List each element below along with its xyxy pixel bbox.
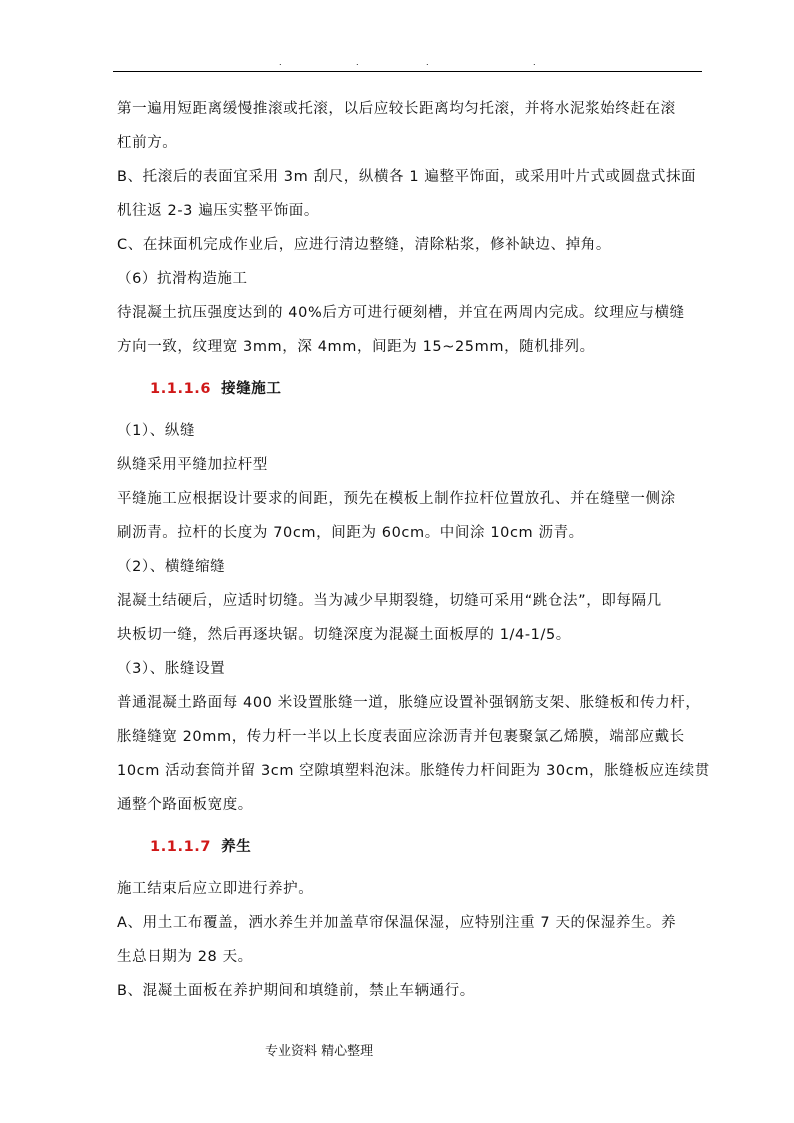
paragraph-line: 普通混凝土路面每 400 米设置胀缝一道，胀缝应设置补强钢筋支架、胀缝板和传力杆，: [117, 695, 701, 711]
paragraph-line: 纵缝采用平缝加拉杆型: [117, 457, 268, 473]
paragraph-line: 机往返 2-3 遍压实整平饰面。: [117, 203, 319, 219]
paragraph-line: A、用土工布覆盖，洒水养生并加盖草帘保温保湿，应特别注重 7 天的保湿养生。养: [117, 915, 677, 931]
paragraph-line: 10cm 活动套筒并留 3cm 空隙填塑料泡沫。胀缝传力杆间距为 30cm，胀缝板应连续贯: [117, 763, 710, 779]
paragraph-line: 生总日期为 28 天。: [117, 949, 253, 965]
header-rule: [113, 71, 702, 72]
subsection-title: （6）抗滑构造施工: [117, 271, 248, 287]
page-footer: 专业资料 精心整理: [265, 1044, 374, 1059]
page-body: [117, 92, 710, 1008]
paragraph-line: 待混凝土抗压强度达到的 40%后方可进行硬刻槽，并宜在两周内完成。纹理应与横缝: [117, 305, 685, 321]
paragraph-line: 通整个路面板宽度。: [117, 797, 253, 813]
paragraph-line: 方向一致，纹理宽 3mm，深 4mm，间距为 15~25mm，随机排列。: [117, 339, 595, 355]
section-title: 接缝施工: [221, 381, 282, 397]
section-heading: [117, 364, 707, 414]
subsection-title: （2）、横缝缩缝: [117, 559, 226, 575]
header-dot: .: [356, 58, 359, 67]
section-number: 1.1.1.7: [150, 839, 212, 855]
paragraph-line: 混凝土结硬后，应适时切缝。当为减少早期裂缝，切缝可采用“跳仓法”，即每隔几: [117, 593, 662, 609]
paragraph-line: C、在抹面机完成作业后，应进行清边整缝，清除粘浆，修补缺边、掉角。: [117, 237, 611, 253]
section-heading: [117, 822, 707, 872]
paragraph-line: 第一遍用短距离缓慢推滚或托滚，以后应较长距离均匀托滚，并将水泥浆始终赶在滚: [117, 101, 676, 117]
header-dot: .: [279, 58, 282, 67]
paragraph-line: B、混凝土面板在养护期间和填缝前，禁止车辆通行。: [117, 983, 475, 999]
paragraph-line: 块板切一缝，然后再逐块锯。切缝深度为混凝土面板厚的 1/4-1/5。: [117, 627, 571, 643]
section-number: 1.1.1.6: [150, 381, 212, 397]
paragraph-line: 刷沥青。拉杆的长度为 70cm，间距为 60cm。中间涂 10cm 沥青。: [117, 525, 584, 541]
paragraph-line: 杠前方。: [117, 135, 178, 151]
paragraph-line: B、托滚后的表面宜采用 3m 刮尺，纵横各 1 遍整平饰面，或采用叶片式或圆盘式抹面: [117, 169, 697, 185]
paragraph-line: 胀缝缝宽 20mm，传力杆一半以上长度表面应涂沥青并包裹聚氯乙烯膜，端部应戴长: [117, 729, 685, 745]
header-dot: .: [533, 58, 536, 67]
header-dot: .: [426, 58, 429, 67]
paragraph-line: 平缝施工应根据设计要求的间距，预先在模板上制作拉杆位置放孔、并在缝壁一侧涂: [117, 491, 676, 507]
paragraph-line: 施工结束后应立即进行养护。: [117, 881, 314, 897]
section-title: 养生: [221, 839, 252, 855]
header-dots: [113, 58, 702, 68]
subsection-title: （1）、纵缝: [117, 423, 196, 439]
subsection-title: （3）、胀缝设置: [117, 661, 226, 677]
